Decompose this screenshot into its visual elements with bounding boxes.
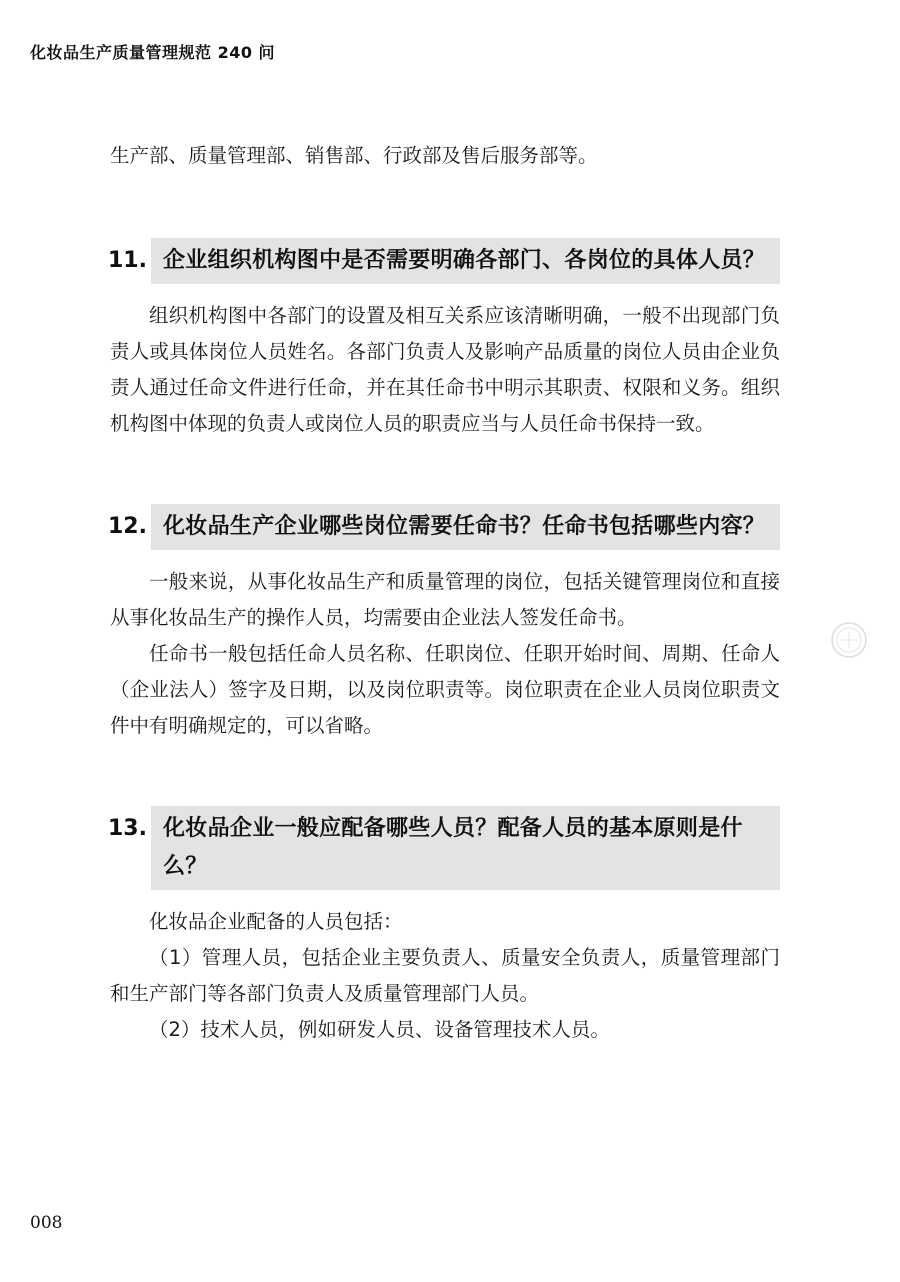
answer-paragraph: 化妆品企业配备的人员包括：	[149, 910, 403, 933]
question-title: 化妆品生产企业哪些岗位需要任命书？任命书包括哪些内容？	[163, 514, 766, 539]
question-title: 化妆品企业一般应配备哪些人员？配备人员的基本原则是什么？	[163, 816, 743, 879]
question-number: 11.	[108, 248, 147, 273]
answer-paragraph: 组织机构图中各部门的设置及相互关系应该清晰明确，一般不出现部门负责人或具体岗位人员姓名。各部门负责人及影响产品质量的岗位人员由企业负责人通过任命文件进行任命，并在其任命书中明示其职责、权限和义务。组织机构图中体现的负责人或岗位人员的职责应当与人员任命书保持一致。	[110, 304, 780, 435]
page-number: 008	[30, 1213, 63, 1233]
answer-paragraph: 一般来说，从事化妆品生产和质量管理的岗位，包括关键管理岗位和直接从事化妆品生产的操作人员，均需要由企业法人签发任命书。	[110, 570, 780, 629]
answer-13	[110, 904, 780, 1048]
continuation-paragraph: 生产部、质量管理部、销售部、行政部及售后服务部等。	[110, 144, 598, 167]
question-heading-13	[108, 806, 780, 890]
answer-11	[110, 298, 780, 442]
answer-list-item: （2）技术人员，例如研发人员、设备管理技术人员。	[149, 1018, 610, 1041]
question-heading-11	[108, 238, 780, 284]
question-number: 12.	[108, 514, 147, 539]
question-heading-12	[108, 504, 780, 550]
running-header: 化妆品生产质量管理规范 240 问	[30, 43, 276, 62]
answer-list-item: （1）管理人员，包括企业主要负责人、质量安全负责人，质量管理部门和生产部门等各部门负责人及质量管理部门人员。	[110, 946, 780, 1005]
question-title: 企业组织机构图中是否需要明确各部门、各岗位的具体人员？	[163, 248, 766, 273]
watermark-seal-icon	[829, 620, 869, 660]
question-number: 13.	[108, 816, 147, 841]
answer-paragraph: 任命书一般包括任命人员名称、任职岗位、任职开始时间、周期、任命人（企业法人）签字及日期，以及岗位职责等。岗位职责在企业人员岗位职责文件中有明确规定的，可以省略。	[110, 642, 780, 737]
answer-12	[110, 564, 780, 744]
page-content	[110, 138, 780, 1048]
